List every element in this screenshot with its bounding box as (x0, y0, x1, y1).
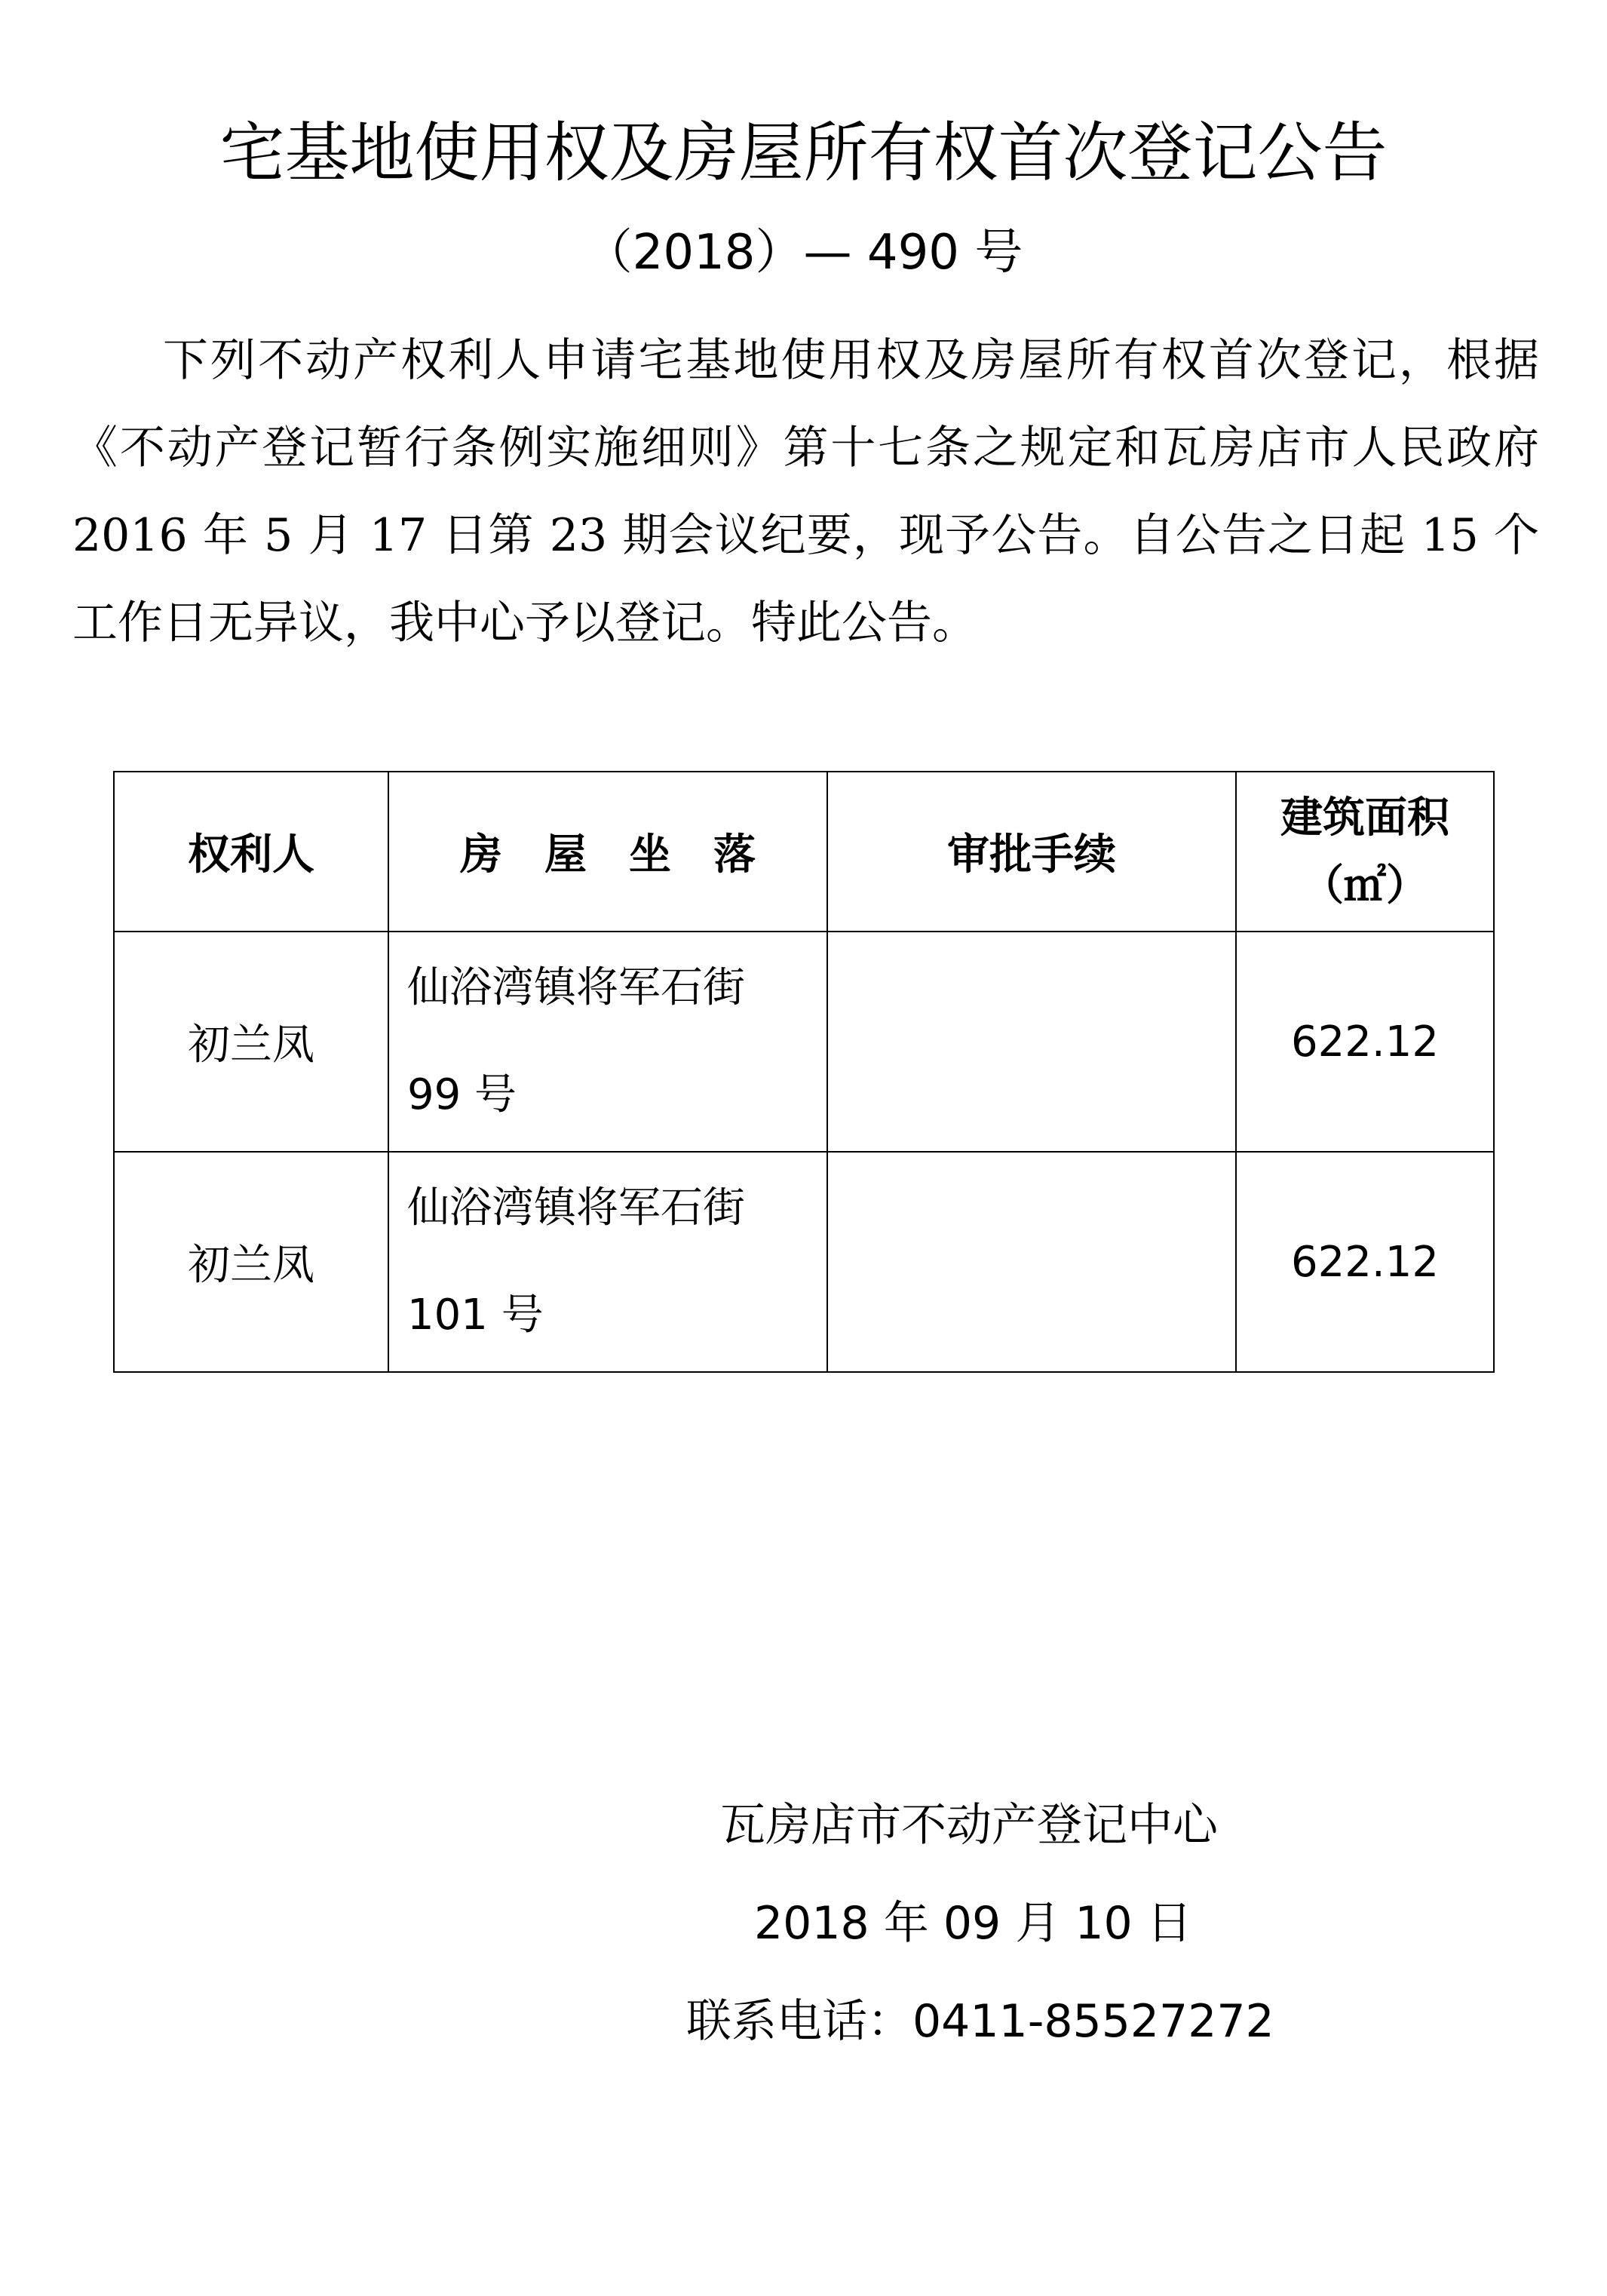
cell-location (388, 932, 827, 1152)
cell-holder: 初兰凤 (114, 932, 388, 1152)
notice-title: 宅基地使用权及房屋所有权首次登记公告 (219, 115, 1388, 191)
cell-location-line1: 仙浴湾镇将军石街 (407, 963, 745, 1012)
table-header-row (114, 772, 1494, 932)
header-area (1236, 772, 1494, 932)
cell-location (388, 1152, 827, 1372)
header-approval: 审批手续 (827, 772, 1236, 932)
cell-approval (827, 932, 1236, 1152)
header-location: 房 屋 坐 落 (388, 772, 827, 932)
table-row (114, 1152, 1494, 1372)
table-row (114, 932, 1494, 1152)
cell-location-line2: 99 号 (407, 1070, 517, 1119)
cell-approval (827, 1152, 1236, 1372)
cell-area: 622.12 (1236, 1152, 1494, 1372)
header-area-unit: （㎡） (1302, 861, 1428, 910)
cell-holder: 初兰凤 (114, 1152, 388, 1372)
registration-table (113, 771, 1495, 1373)
cell-location-line1: 仙浴湾镇将军石街 (407, 1183, 745, 1232)
header-holder: 权利人 (114, 772, 388, 932)
issue-date: 2018 年 09 月 10 日 (754, 1897, 1192, 1950)
contact-phone: 联系电话：0411-85527272 (686, 1995, 1274, 2048)
header-area-label: 建筑面积 (1280, 793, 1449, 843)
issuing-organization: 瓦房店市不动产登记中心 (720, 1799, 1218, 1852)
notice-body: 下列不动产权利人申请宅基地使用权及房屋所有权首次登记，根据《不动产登记暂行条例实施细则》第十七条之规定和瓦房店市人民政府 2016 年 5 月 17 日第 23 期会议纪要，现予公告。自公告之日起 15 个工作日无异议，我中心予以登记。特此公告。 (72, 334, 1539, 649)
cell-location-line2: 101 号 (407, 1291, 544, 1340)
cell-area: 622.12 (1236, 932, 1494, 1152)
notice-number: （2018）— 490 号 (584, 225, 1023, 281)
